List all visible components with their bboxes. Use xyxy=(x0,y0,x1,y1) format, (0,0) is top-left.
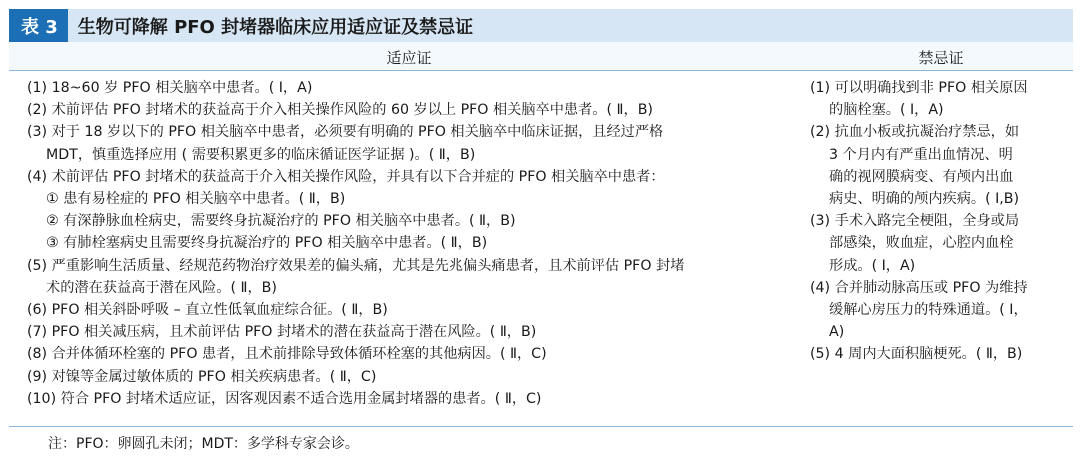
indication-line: (10) 符合 PFO 封堵术适应证，因客观因素不适合选用金属封堵器的患者。( Ⅱ，C) xyxy=(27,390,542,407)
contraindication-line: (3) 手术入路完全梗阻，全身或局 xyxy=(810,213,1020,230)
contraindication-line: (4) 合并肺动脉高压或 PFO 为维持 xyxy=(810,279,1028,296)
contraindication-line: (1) 可以明确找到非 PFO 相关原因 xyxy=(810,80,1028,96)
indication-line: (2) 术前评估 PFO 封堵术的获益高于介入相关操作风险的 60 岁以上 PFO 相关脑卒中患者。( Ⅱ，B) xyxy=(27,102,653,119)
indication-line: (5) 严重影响生活质量、经规范药物治疗效果差的偏头痛，尤其是先兆偏头痛患者，且术前评估 PFO 封堵 xyxy=(27,257,685,274)
indication-line: (8) 合并体循环栓塞的 PFO 患者，且术前排除导致体循环栓塞的其他病因。( Ⅱ，C) xyxy=(27,346,547,363)
contraindication-line: (5) 4 周内大面积脑梗死。( Ⅱ，B) xyxy=(810,346,1023,363)
contraindication-line: 缓解心房压力的特殊通道。( Ⅰ， xyxy=(829,302,1028,319)
contraindication-line: (2) 抗血小板或抗凝治疗禁忌，如 xyxy=(810,124,1020,141)
table-bottom-rule xyxy=(9,426,1073,427)
table-title-bar xyxy=(9,9,1073,42)
indication-line: (1) 18~60 岁 PFO 相关脑卒中患者。( Ⅰ，A) xyxy=(27,80,313,96)
table-footnote: 注：PFO：卵圆孔未闭；MDT：多学科专家会诊。 xyxy=(48,436,359,452)
indications-column xyxy=(27,77,802,410)
contraindication-line: 病史、明确的颅内疾病。( Ⅰ,B) xyxy=(829,191,1020,208)
contraindication-line: 部感染，败血症，心腔内血栓 xyxy=(829,235,1014,252)
table-number-tag: 表 3 xyxy=(9,9,68,42)
indication-line: (7) PFO 相关减压病，且术前评估 PFO 封堵术的潜在获益高于潜在风险。( Ⅱ，B) xyxy=(27,324,537,341)
contraindication-line: 的脑栓塞。( Ⅰ，A) xyxy=(829,102,944,119)
contraindications-column xyxy=(810,77,1065,366)
indication-line: (6) PFO 相关斜卧呼吸 – 直立性低氧血症综合征。( Ⅱ，B) xyxy=(27,302,388,319)
table-header-row xyxy=(9,42,1073,71)
indication-line: MDT，慎重选择应用 ( 需要积累更多的临床循证医学证据 )。( Ⅱ，B) xyxy=(46,146,476,163)
contraindication-line: 3 个月内有严重出血情况、明 xyxy=(829,146,1013,163)
indication-line: (4) 术前评估 PFO 封堵术的获益高于介入相关操作风险，并具有以下合并症的 PFO 相关脑卒中患者： xyxy=(27,168,665,185)
contraindication-line: A) xyxy=(829,324,845,341)
contraindication-line: 形成。( Ⅰ，A) xyxy=(829,257,916,274)
indication-subitem: ② 有深静脉血栓病史，需要终身抗凝治疗的 PFO 相关脑卒中患者。( Ⅱ，B) xyxy=(46,213,516,230)
indication-line: (3) 对于 18 岁以下的 PFO 相关脑卒中患者，必须要有明确的 PFO 相关脑卒中临床证据，且经过严格 xyxy=(27,124,664,141)
indication-subitem: ① 患有易栓症的 PFO 相关脑卒中患者。( Ⅱ，B) xyxy=(46,191,346,208)
contraindications-header: 禁忌证 xyxy=(918,49,964,67)
indication-line: 术的潜在获益高于潜在风险。( Ⅱ，B) xyxy=(46,279,277,296)
indications-header: 适应证 xyxy=(386,49,432,67)
indication-subitem: ③ 有肺栓塞病史且需要终身抗凝治疗的 PFO 相关脑卒中患者。( Ⅱ，B) xyxy=(46,235,488,252)
table-title: 生物可降解 PFO 封堵器临床应用适应证及禁忌证 xyxy=(77,16,474,38)
indication-line: (9) 对镍等金属过敏体质的 PFO 相关疾病患者。( Ⅱ，C) xyxy=(27,368,377,385)
contraindication-line: 确的视网膜病变、有颅内出血 xyxy=(829,168,1014,185)
